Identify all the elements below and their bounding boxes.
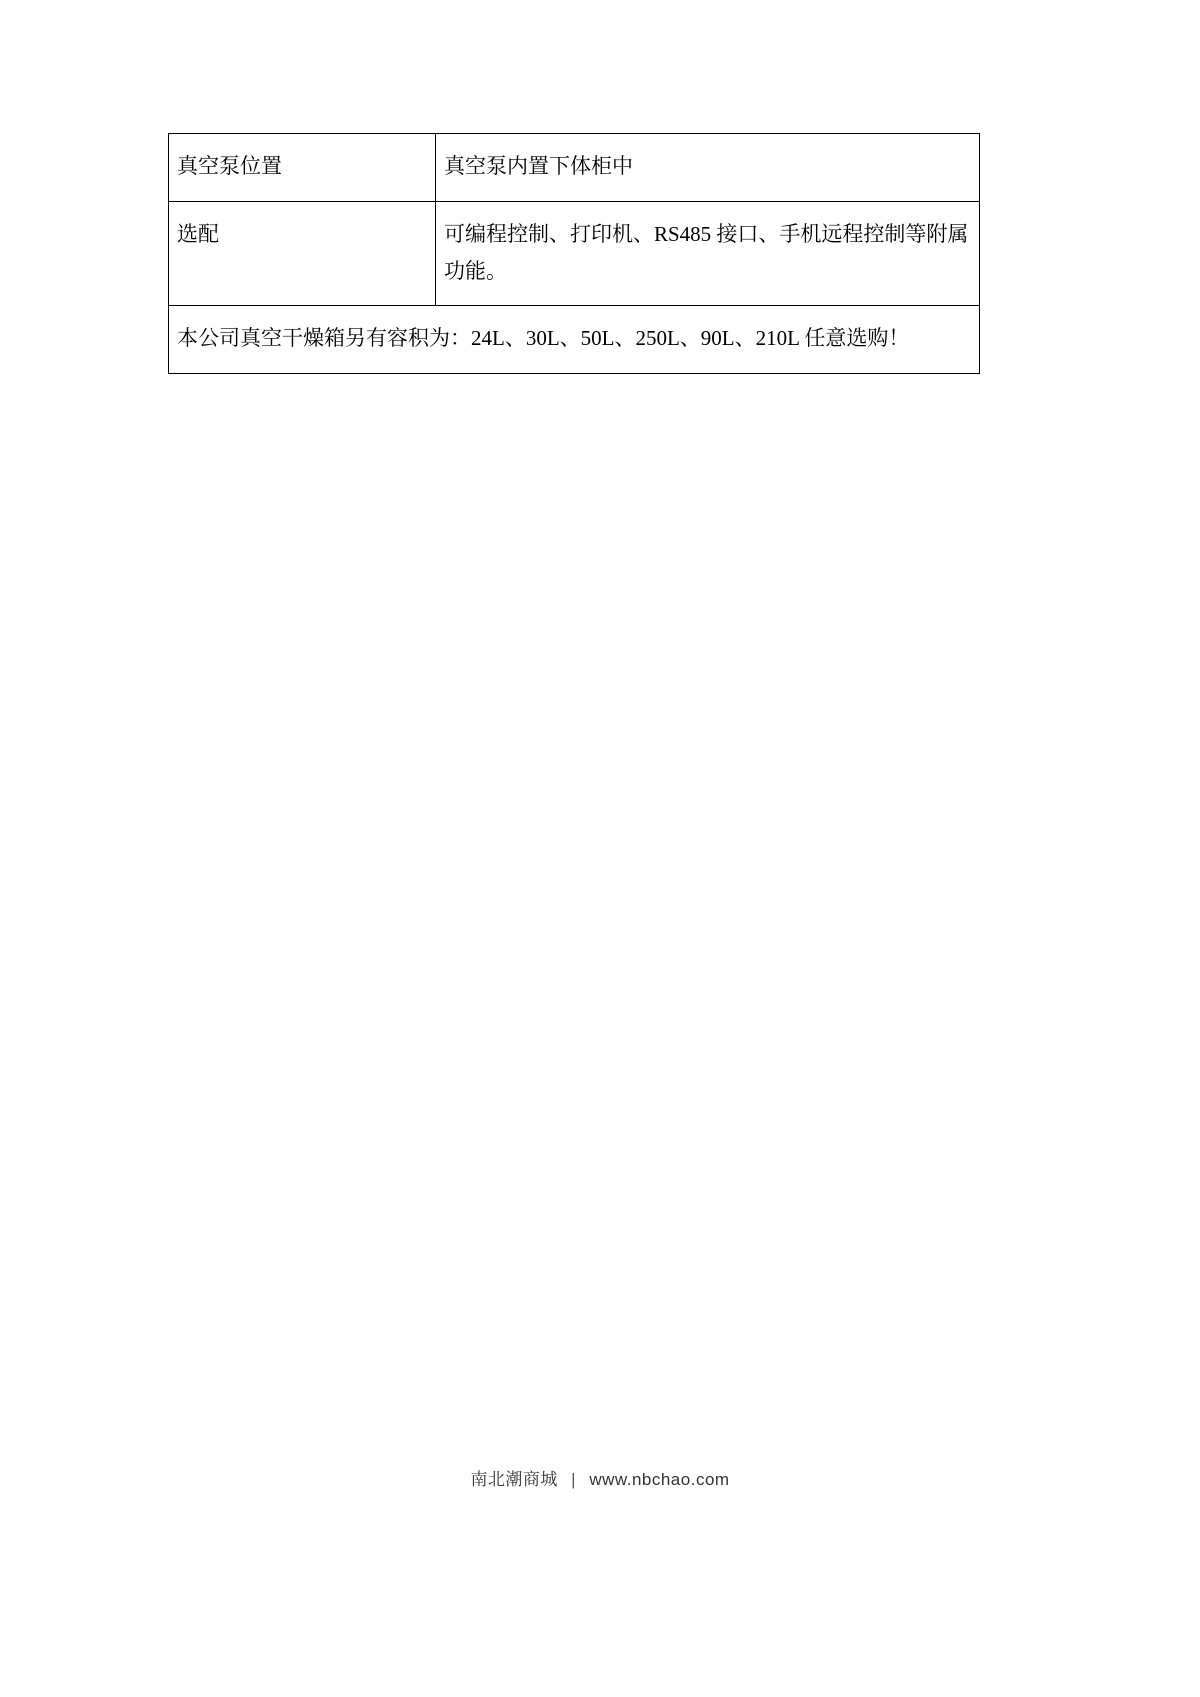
table-cell-label: 真空泵位置 xyxy=(169,134,436,202)
page-footer xyxy=(0,1465,1200,1490)
footer-url: www.nbchao.com xyxy=(589,1470,730,1489)
table-row xyxy=(169,134,980,202)
table-cell-label: 选配 xyxy=(169,201,436,306)
specification-table xyxy=(168,133,980,374)
table-row-note xyxy=(169,306,980,374)
footer-site-name: 南北潮商城 xyxy=(470,1470,558,1489)
table-cell-value: 可编程控制、打印机、RS485 接口、手机远程控制等附属功能。 xyxy=(436,201,980,306)
footer-separator: | xyxy=(571,1470,577,1489)
table-row xyxy=(169,201,980,306)
table-body xyxy=(169,134,980,374)
table-cell-value: 真空泵内置下体柜中 xyxy=(436,134,980,202)
table-cell-note: 本公司真空干燥箱另有容积为：24L、30L、50L、250L、90L、210L 任意选购！ xyxy=(169,306,980,374)
